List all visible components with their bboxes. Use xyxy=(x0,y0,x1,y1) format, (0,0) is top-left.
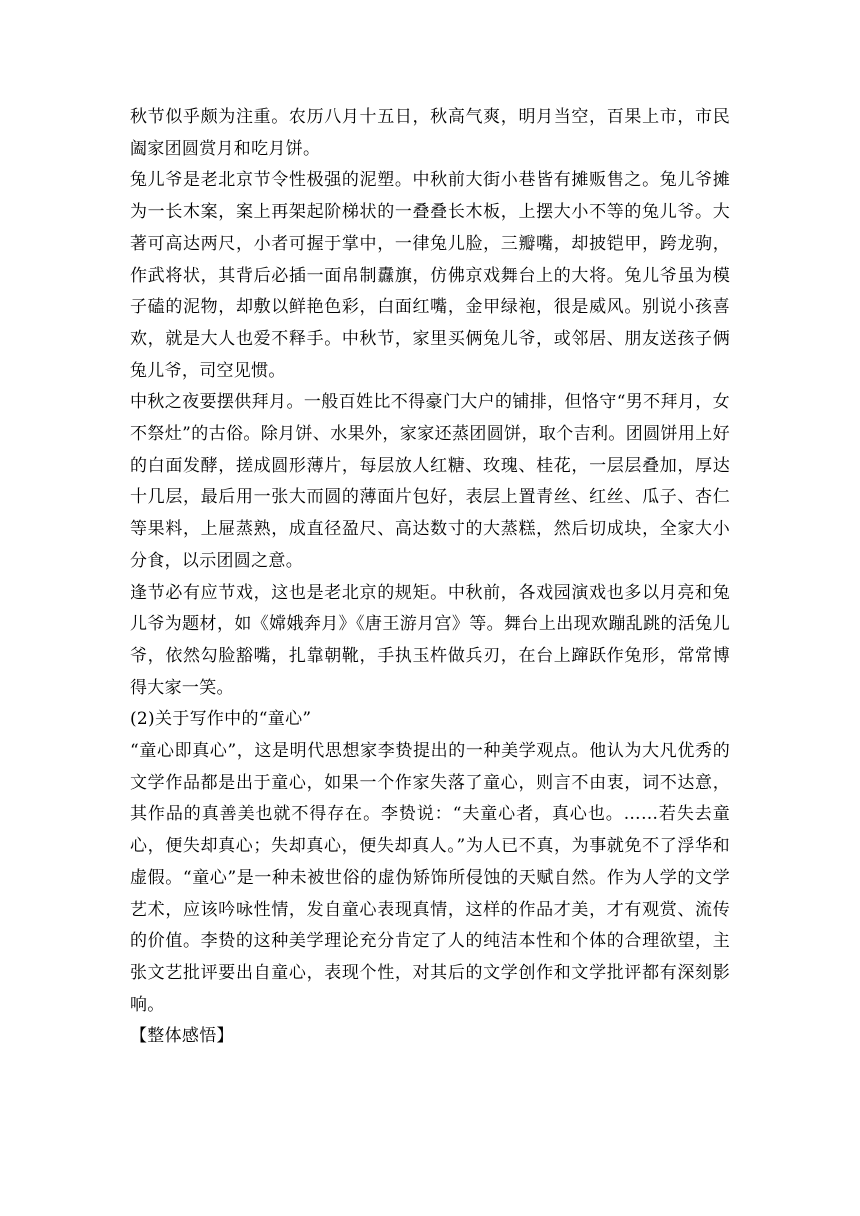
paragraph-moon-worship: 中秋之夜要摆供拜月。一般百姓比不得豪门大户的铺排，但恪守“男不拜月，女不祭灶”的古俗。除月饼、水果外，家家还蒸团圆饼，取个吉利。团圆饼用上好的白面发酵，搓成圆形薄片，每层放人红糖、玫瑰、桂花，一层层叠加，厚达十几层，最后用一张大而圆的薄面片包好，表层上置青丝、红丝、瓜子、杏仁等果料，上屉蒸熟，成直径盈尺、高达数寸的大蒸糕，然后切成块，全家大小分食，以示团圆之意。 xyxy=(130,392,730,571)
paragraph-mid-autumn-intro: 秋节似乎颇为注重。农历八月十五日，秋高气爽，明月当空，百果上市，市民阖家团圆赏月和吃月饼。 xyxy=(130,107,730,159)
paragraph-rabbit-god: 兔儿爷是老北京节令性极强的泥塑。中秋前大街小巷皆有摊贩售之。兔儿爷摊为一长木案，案上再架起阶梯状的一叠叠长木板，上摆大小不等的兔儿爷。大著可高达两尺，小者可握于掌中，一律兔儿脸，三瓣嘴，却披铠甲，跨龙驹，作武将状，其背后必插一面帛制纛旗，仿佛京戏舞台上的大将。兔儿爷虽为模子磕的泥物，却敷以鲜艳色彩，白面红嘴，金甲绿袍，很是威风。别说小孩喜欢，就是大人也爱不释手。中秋节，家里买俩兔儿爷，或邻居、朋友送孩子俩兔儿爷，司空见惯。 xyxy=(130,170,730,381)
paragraph-childlike-heart: “童心即真心”，这是明代思想家李贽提出的一种美学观点。他认为大凡优秀的文学作品都是出于童心，如果一个作家失落了童心，则言不由衷，词不达意，其作品的真善美也就不得存在。李贽说：“夫童心者，真心也。……若失去童心，便失却真心；失却真心，便失却真人。”为人已不真，为事就免不了浮华和虚假。“童心”是一种未被世俗的虚伪矫饰所侵蚀的天赋自然。作为人学的文学艺术，应该吟咏性情，发自童心表现真情，这样的作品才美，才有观赏、流传的价值。李贽的这种美学理论充分肯定了人的纯洁本性和个体的合理欲望，主张文艺批评要出自童心，表现个性，对其后的文学创作和文学批评都有深刻影响。 xyxy=(130,741,730,1015)
document-body xyxy=(130,102,730,1053)
section-heading-childlike-heart: (2)关于写作中的“童心” xyxy=(130,709,312,730)
paragraph-festival-opera: 逢节必有应节戏，这也是老北京的规矩。中秋前，各戏园演戏也多以月亮和兔儿爷为题材，如《嫦娥奔月》《唐王游月宫》等。舞台上出现欢蹦乱跳的活兔儿爷，依然勾脸豁嘴，扎靠朝靴，手执玉杵做兵刃，在台上蹿跃作兔形，常常博得大家一笑。 xyxy=(130,582,730,698)
section-heading-overall-perception: 【整体感悟】 xyxy=(130,1026,234,1047)
